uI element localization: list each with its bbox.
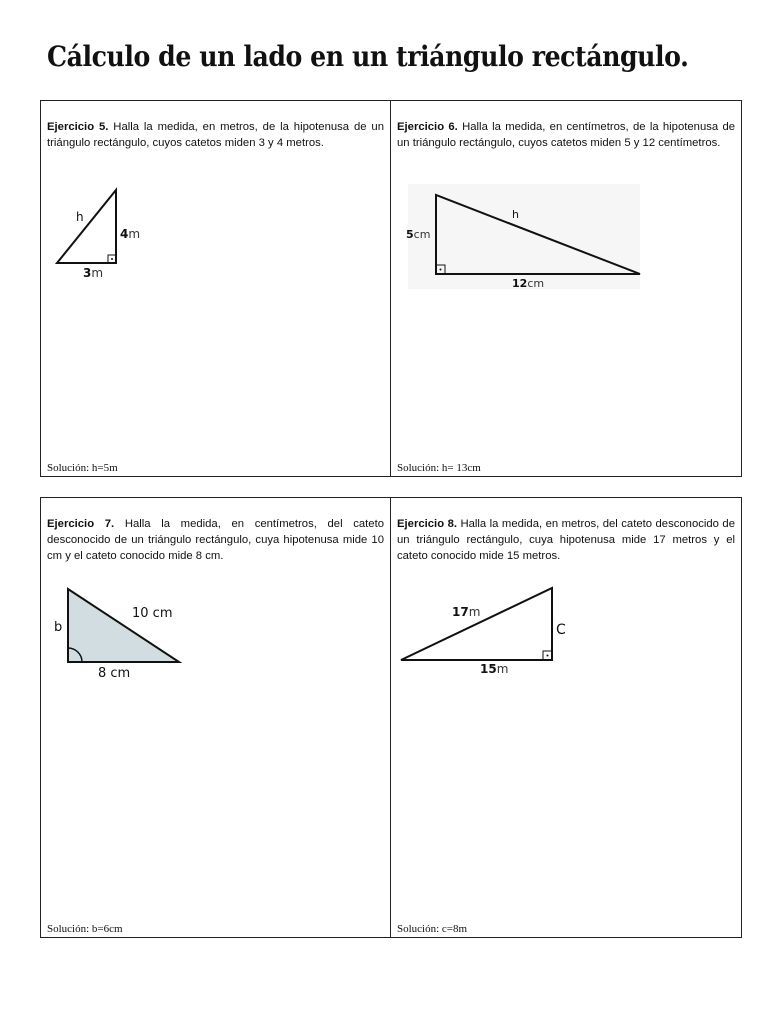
exercise-6-triangle-figure	[391, 101, 732, 478]
vertical-leg-unit: m	[128, 227, 141, 241]
vertical-leg-label	[406, 228, 430, 241]
vertical-leg-label	[120, 227, 140, 241]
base-leg-label	[83, 266, 103, 280]
exercise-5-text: Halla la medida, en metros, de la hipotenusa de un triángulo rectángulo, cuyos catetos miden 3 y 4 metros.	[47, 121, 384, 149]
exercise-8-card	[391, 498, 741, 937]
exercise-7-text: Halla la medida, en centímetros, del cateto desconocido de un triángulo rectángulo, cuya hipotenusa mide 10 cm y el cateto conocido mide 8 cm.	[47, 518, 385, 562]
hypotenuse-label: 10 cm	[132, 606, 173, 621]
hypotenuse-unit: m	[468, 605, 481, 619]
exercise-8-triangle-figure	[391, 498, 732, 939]
exercise-8-heading: Ejercicio 8.	[397, 518, 457, 530]
right-angle-dot	[440, 269, 442, 271]
exercise-row-bottom	[40, 497, 742, 938]
vertical-leg-value: 5	[406, 228, 414, 241]
hypotenuse-value: 17	[452, 605, 469, 619]
base-leg-label	[480, 662, 508, 676]
exercise-7-heading: Ejercicio 7.	[47, 518, 115, 530]
base-leg-unit: cm	[527, 277, 545, 290]
triangle-shape	[57, 190, 116, 263]
exercise-7-solution: Solución: b=6cm	[47, 923, 123, 935]
exercise-5-heading: Ejercicio 5.	[47, 121, 109, 133]
base-leg-label	[512, 277, 544, 290]
hypotenuse-label	[452, 605, 480, 619]
base-leg-value: 15	[480, 662, 497, 676]
exercise-6-solution: Solución: h= 13cm	[397, 462, 481, 474]
page-title: Cálculo de un lado en un triángulo rectángulo.	[47, 40, 689, 73]
exercise-7-triangle-figure	[41, 498, 385, 939]
vertical-leg-label: b	[54, 620, 63, 635]
exercise-5-solution: Solución: h=5m	[47, 462, 118, 474]
base-leg-unit: m	[91, 266, 104, 280]
vertical-leg-unit: cm	[413, 228, 431, 241]
exercise-5-triangle-figure	[41, 101, 382, 478]
exercise-6-card	[391, 101, 741, 476]
base-leg-value: 3	[83, 266, 92, 280]
vertical-leg-label: C	[556, 622, 566, 638]
right-angle-dot	[547, 655, 549, 657]
exercise-5-card	[41, 101, 391, 476]
right-angle-dot	[111, 258, 113, 260]
triangle-shape	[401, 588, 552, 660]
exercise-8-solution: Solución: c=8m	[397, 923, 468, 935]
exercise-7-card	[41, 498, 391, 937]
triangle-shape	[68, 589, 179, 662]
base-leg-unit: m	[496, 662, 509, 676]
exercise-6-text: Halla la medida, en centímetros, de la hipotenusa de un triángulo rectángulo, cuyos catetos miden 5 y 12 centímetros.	[397, 121, 736, 149]
base-leg-value: 12	[512, 277, 528, 290]
hypotenuse-label: h	[512, 208, 519, 221]
hypotenuse-label: h	[76, 210, 84, 224]
exercise-8-text: Halla la medida, en metros, del cateto desconocido de un triángulo rectángulo, cuya hipotenusa mide 17 metros y el cateto conocido mide 15 metros.	[397, 518, 735, 562]
base-leg-label: 8 cm	[98, 666, 131, 681]
exercise-row-top	[40, 100, 742, 477]
exercise-6-heading: Ejercicio 6.	[397, 121, 458, 133]
vertical-leg-value: 4	[120, 227, 129, 241]
